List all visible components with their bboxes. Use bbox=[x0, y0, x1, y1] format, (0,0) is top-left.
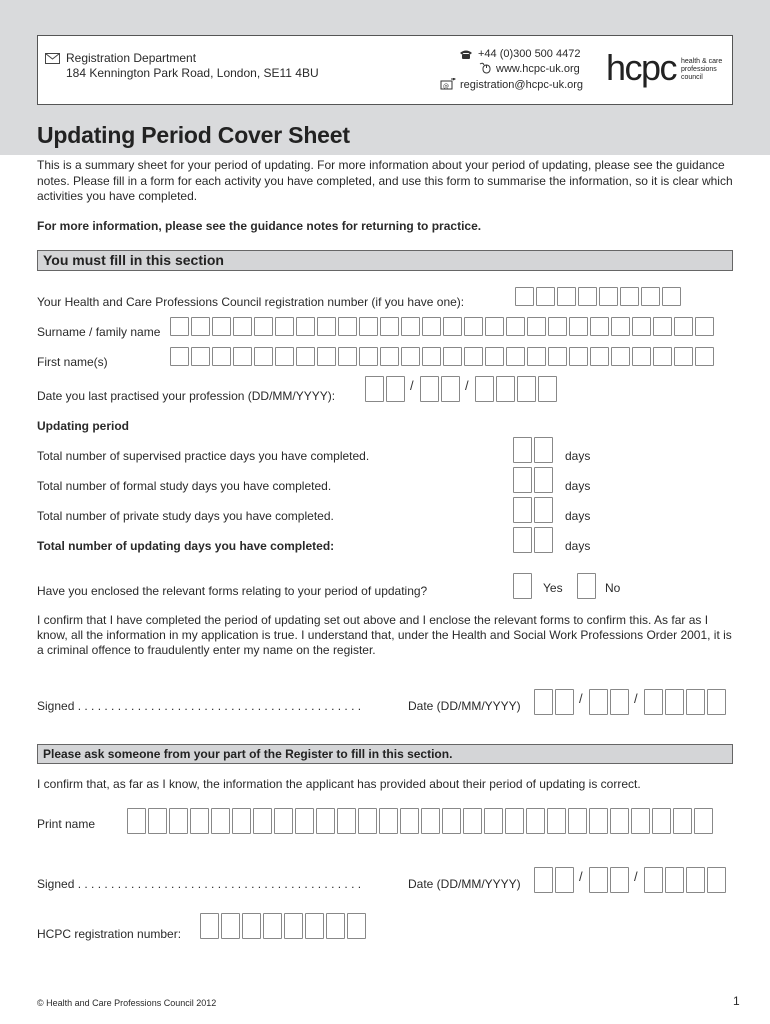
registration-department: Registration Department bbox=[66, 51, 197, 65]
address: 184 Kennington Park Road, London, SE11 4BU bbox=[66, 66, 319, 80]
input-box[interactable] bbox=[401, 347, 420, 366]
input-box[interactable] bbox=[485, 347, 504, 366]
date-separator: / bbox=[410, 378, 414, 393]
input-box[interactable] bbox=[275, 347, 294, 366]
input-box[interactable] bbox=[673, 808, 692, 834]
supervised-days-label: Total number of supervised practice days you have completed. bbox=[37, 449, 370, 463]
copyright: © Health and Care Professions Council 2012 bbox=[37, 998, 217, 1008]
input-box[interactable] bbox=[496, 376, 515, 402]
input-box[interactable] bbox=[506, 317, 525, 336]
applicant-date-year-boxes[interactable] bbox=[644, 689, 728, 715]
input-box[interactable] bbox=[611, 347, 630, 366]
input-box[interactable] bbox=[212, 347, 231, 366]
logo-sub-line: health & care bbox=[681, 58, 723, 65]
input-box[interactable] bbox=[464, 347, 483, 366]
input-box[interactable] bbox=[254, 317, 273, 336]
applicant-date-label: Date (DD/MM/YYYY) bbox=[408, 699, 521, 713]
input-box[interactable] bbox=[380, 347, 399, 366]
reg-number-boxes[interactable] bbox=[515, 287, 683, 306]
input-box[interactable] bbox=[420, 376, 439, 402]
input-box[interactable] bbox=[233, 347, 252, 366]
input-box[interactable] bbox=[506, 347, 525, 366]
input-box[interactable] bbox=[694, 808, 713, 834]
days-label: days bbox=[565, 509, 591, 523]
input-box[interactable] bbox=[263, 913, 282, 939]
input-box[interactable] bbox=[695, 317, 714, 336]
private-days-label: Total number of private study days you have completed. bbox=[37, 509, 334, 523]
input-box[interactable] bbox=[513, 573, 532, 599]
input-box[interactable] bbox=[232, 808, 251, 834]
input-box[interactable] bbox=[191, 347, 210, 366]
input-box[interactable] bbox=[534, 689, 553, 715]
input-box[interactable] bbox=[707, 867, 726, 893]
input-box[interactable] bbox=[200, 913, 219, 939]
svg-text:@: @ bbox=[443, 83, 449, 90]
section-heading-required: You must fill in this section bbox=[37, 250, 733, 271]
input-box[interactable] bbox=[610, 867, 629, 893]
input-box[interactable] bbox=[569, 317, 588, 336]
input-box[interactable] bbox=[401, 317, 420, 336]
input-box[interactable] bbox=[400, 808, 419, 834]
email-address[interactable]: registration@hcpc-uk.org bbox=[460, 79, 584, 91]
input-box[interactable] bbox=[578, 287, 597, 306]
input-box[interactable] bbox=[365, 376, 384, 402]
days-label: days bbox=[565, 539, 591, 553]
input-box[interactable] bbox=[610, 808, 629, 834]
input-box[interactable] bbox=[538, 376, 557, 402]
no-label: No bbox=[605, 581, 621, 595]
input-box[interactable] bbox=[317, 317, 336, 336]
print-name-boxes[interactable] bbox=[127, 808, 715, 834]
last-practised-year-boxes[interactable] bbox=[475, 376, 559, 402]
input-box[interactable] bbox=[631, 808, 650, 834]
input-box[interactable] bbox=[421, 808, 440, 834]
input-box[interactable] bbox=[211, 808, 230, 834]
phone-icon bbox=[459, 47, 473, 65]
total-days-label: Total number of updating days you have completed: bbox=[37, 539, 335, 553]
input-box[interactable] bbox=[527, 347, 546, 366]
input-box[interactable] bbox=[316, 808, 335, 834]
verifier-date-day-boxes[interactable] bbox=[534, 867, 576, 893]
input-box[interactable] bbox=[534, 467, 553, 493]
section-heading-verifier: Please ask someone from your part of the Register to fill in this section. bbox=[37, 744, 733, 764]
formal-days-label: Total number of formal study days you have completed. bbox=[37, 479, 332, 493]
input-box[interactable] bbox=[589, 867, 608, 893]
applicant-declaration: I confirm that I have completed the period of updating set out above and I enclose the relevant forms to confirm this. As far as I know, all the information in my application is true. I understand that, under the Health and Social Work Professions Order 2001, it is a criminal offence to fraudulently enter my name on the register. bbox=[37, 613, 732, 657]
date-separator: / bbox=[634, 691, 638, 706]
input-box[interactable] bbox=[233, 317, 252, 336]
verifier-date-year-boxes[interactable] bbox=[644, 867, 728, 893]
input-box[interactable] bbox=[443, 317, 462, 336]
date-separator: / bbox=[579, 691, 583, 706]
input-box[interactable] bbox=[338, 317, 357, 336]
input-box[interactable] bbox=[337, 808, 356, 834]
input-box[interactable] bbox=[589, 689, 608, 715]
input-box[interactable] bbox=[443, 347, 462, 366]
page-title: Updating Period Cover Sheet bbox=[37, 122, 350, 148]
date-separator: / bbox=[634, 869, 638, 884]
input-box[interactable] bbox=[242, 913, 261, 939]
verifier-declaration: I confirm that, as far as I know, the information the applicant has provided about their period of updating is correct. bbox=[37, 777, 641, 791]
input-box[interactable] bbox=[254, 347, 273, 366]
date-separator: / bbox=[579, 869, 583, 884]
input-box[interactable] bbox=[505, 808, 524, 834]
yes-checkbox[interactable] bbox=[513, 573, 534, 599]
last-practised-month-boxes[interactable] bbox=[420, 376, 462, 402]
input-box[interactable] bbox=[653, 347, 672, 366]
input-box[interactable] bbox=[652, 808, 671, 834]
input-box[interactable] bbox=[568, 808, 587, 834]
input-box[interactable] bbox=[555, 867, 574, 893]
hcpc-reg-number-boxes[interactable] bbox=[200, 913, 368, 939]
input-box[interactable] bbox=[191, 317, 210, 336]
applicant-date-month-boxes[interactable] bbox=[589, 689, 631, 715]
days-label: days bbox=[565, 479, 591, 493]
input-box[interactable] bbox=[212, 317, 231, 336]
more-info-note: For more information, please see the guidance notes for returning to practice. bbox=[37, 219, 482, 233]
input-box[interactable] bbox=[359, 317, 378, 336]
input-box[interactable] bbox=[338, 347, 357, 366]
private-days-boxes[interactable] bbox=[513, 497, 555, 523]
envelope-icon bbox=[45, 51, 60, 69]
input-box[interactable] bbox=[274, 808, 293, 834]
input-box[interactable] bbox=[275, 317, 294, 336]
date-separator: / bbox=[465, 378, 469, 393]
input-box[interactable] bbox=[674, 317, 693, 336]
input-box[interactable] bbox=[632, 317, 651, 336]
mouse-icon bbox=[478, 61, 492, 79]
logo-sub-line: council bbox=[681, 74, 703, 81]
input-box[interactable] bbox=[296, 317, 315, 336]
input-box[interactable] bbox=[422, 347, 441, 366]
surname-label: Surname / family name bbox=[37, 325, 161, 339]
input-box[interactable] bbox=[347, 913, 366, 939]
input-box[interactable] bbox=[662, 287, 681, 306]
input-box[interactable] bbox=[296, 347, 315, 366]
input-box[interactable] bbox=[534, 867, 553, 893]
input-box[interactable] bbox=[536, 287, 555, 306]
input-box[interactable] bbox=[127, 808, 146, 834]
input-box[interactable] bbox=[611, 317, 630, 336]
input-box[interactable] bbox=[557, 287, 576, 306]
input-box[interactable] bbox=[386, 376, 405, 402]
input-box[interactable] bbox=[485, 317, 504, 336]
firstname-boxes[interactable] bbox=[170, 347, 716, 366]
input-box[interactable] bbox=[577, 573, 596, 599]
input-box[interactable] bbox=[513, 497, 532, 523]
input-box[interactable] bbox=[599, 287, 618, 306]
enclosed-forms-label: Have you enclosed the relevant forms relating to your period of updating? bbox=[37, 584, 428, 598]
input-box[interactable] bbox=[284, 913, 303, 939]
surname-boxes[interactable] bbox=[170, 317, 716, 336]
hcpc-reg-number-label: HCPC registration number: bbox=[37, 927, 182, 941]
input-box[interactable] bbox=[610, 689, 629, 715]
input-box[interactable] bbox=[359, 347, 378, 366]
total-days-boxes[interactable] bbox=[513, 527, 555, 553]
input-box[interactable] bbox=[221, 913, 240, 939]
formal-days-boxes[interactable] bbox=[513, 467, 555, 493]
input-box[interactable] bbox=[442, 808, 461, 834]
input-box[interactable] bbox=[641, 287, 660, 306]
input-box[interactable] bbox=[686, 689, 705, 715]
supervised-days-boxes[interactable] bbox=[513, 437, 555, 463]
applicant-signature-line[interactable]: Signed . . . . . . . . . . . . . . . . . . . . . . . . . . . . . . . . . . . . . . . . . . . bbox=[37, 699, 362, 713]
input-box[interactable] bbox=[463, 808, 482, 834]
input-box[interactable] bbox=[358, 808, 377, 834]
input-box[interactable] bbox=[620, 287, 639, 306]
input-box[interactable] bbox=[170, 347, 189, 366]
hcpc-logo-subtitle bbox=[681, 58, 722, 82]
input-box[interactable] bbox=[534, 437, 553, 463]
input-box[interactable] bbox=[653, 317, 672, 336]
logo-sub-line: professions bbox=[681, 66, 717, 73]
input-box[interactable] bbox=[475, 376, 494, 402]
input-box[interactable] bbox=[169, 808, 188, 834]
verifier-signature-line[interactable]: Signed . . . . . . . . . . . . . . . . . . . . . . . . . . . . . . . . . . . . . . . . . . . bbox=[37, 877, 362, 891]
input-box[interactable] bbox=[170, 317, 189, 336]
last-practised-label: Date you last practised your profession (DD/MM/YYYY): bbox=[37, 389, 336, 403]
days-label: days bbox=[565, 449, 591, 463]
page-number: 1 bbox=[733, 994, 740, 1008]
input-box[interactable] bbox=[517, 376, 536, 402]
input-box[interactable] bbox=[515, 287, 534, 306]
input-box[interactable] bbox=[464, 317, 483, 336]
intro-text: This is a summary sheet for your period of updating. For more information about your period of updating, please see the guidance notes. Please fill in a form for each activity you have completed, and use this form to summarise the information, so it is clear which activities you have completed. bbox=[37, 158, 733, 203]
input-box[interactable] bbox=[534, 527, 553, 553]
input-box[interactable] bbox=[644, 689, 663, 715]
applicant-date-day-boxes[interactable] bbox=[534, 689, 576, 715]
input-box[interactable] bbox=[526, 808, 545, 834]
input-box[interactable] bbox=[632, 347, 651, 366]
firstname-label: First name(s) bbox=[37, 355, 108, 369]
input-box[interactable] bbox=[686, 867, 705, 893]
email-icon bbox=[440, 77, 456, 95]
input-box[interactable] bbox=[548, 317, 567, 336]
input-box[interactable] bbox=[441, 376, 460, 402]
input-box[interactable] bbox=[569, 347, 588, 366]
input-box[interactable] bbox=[589, 808, 608, 834]
reg-number-label: Your Health and Care Professions Council registration number (if you have one): bbox=[37, 295, 465, 309]
input-box[interactable] bbox=[317, 347, 336, 366]
input-box[interactable] bbox=[644, 867, 663, 893]
input-box[interactable] bbox=[707, 689, 726, 715]
input-box[interactable] bbox=[305, 913, 324, 939]
input-box[interactable] bbox=[513, 527, 532, 553]
input-box[interactable] bbox=[527, 317, 546, 336]
input-box[interactable] bbox=[665, 867, 684, 893]
input-box[interactable] bbox=[548, 347, 567, 366]
verifier-date-month-boxes[interactable] bbox=[589, 867, 631, 893]
input-box[interactable] bbox=[190, 808, 209, 834]
yes-label: Yes bbox=[543, 581, 563, 595]
print-name-label: Print name bbox=[37, 817, 96, 831]
hcpc-logo: hcpc bbox=[606, 47, 677, 88]
input-box[interactable] bbox=[674, 347, 693, 366]
input-box[interactable] bbox=[379, 808, 398, 834]
no-checkbox[interactable] bbox=[577, 573, 598, 599]
verifier-date-label: Date (DD/MM/YYYY) bbox=[408, 877, 521, 891]
phone-number: +44 (0)300 500 4472 bbox=[478, 48, 581, 60]
input-box[interactable] bbox=[555, 689, 574, 715]
updating-period-heading: Updating period bbox=[37, 419, 129, 433]
input-box[interactable] bbox=[665, 689, 684, 715]
website[interactable]: www.hcpc-uk.org bbox=[496, 63, 580, 75]
input-box[interactable] bbox=[484, 808, 503, 834]
input-box[interactable] bbox=[422, 317, 441, 336]
input-box[interactable] bbox=[547, 808, 566, 834]
input-box[interactable] bbox=[590, 317, 609, 336]
input-box[interactable] bbox=[253, 808, 272, 834]
input-box[interactable] bbox=[513, 467, 532, 493]
input-box[interactable] bbox=[148, 808, 167, 834]
input-box[interactable] bbox=[590, 347, 609, 366]
last-practised-day-boxes[interactable] bbox=[365, 376, 407, 402]
input-box[interactable] bbox=[534, 497, 553, 523]
input-box[interactable] bbox=[695, 347, 714, 366]
input-box[interactable] bbox=[295, 808, 314, 834]
input-box[interactable] bbox=[513, 437, 532, 463]
input-box[interactable] bbox=[380, 317, 399, 336]
input-box[interactable] bbox=[326, 913, 345, 939]
